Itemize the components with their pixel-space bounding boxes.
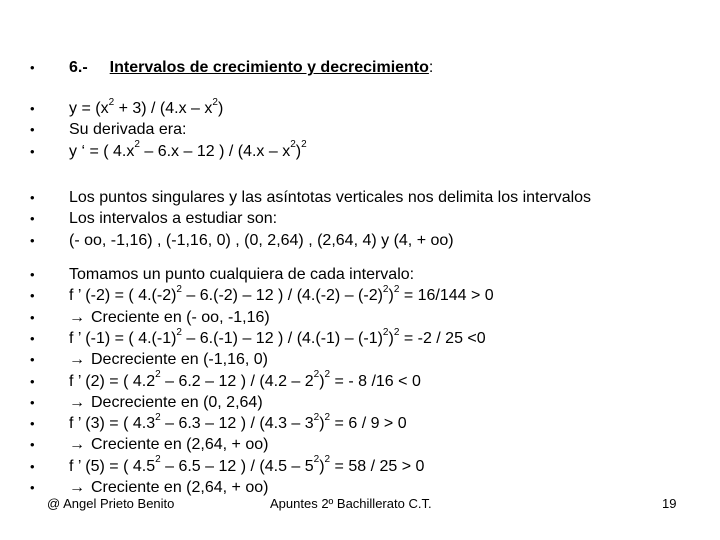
footer-author: @ Angel Prieto Benito — [47, 496, 175, 511]
bullet: • — [30, 143, 35, 159]
line-text: (- oo, -1,16) , (-1,16, 0) , (0, 2,64) , (2,64, 4) y (4, + oo) — [69, 231, 454, 249]
arrow-right-icon: → — [69, 308, 85, 326]
line-text: → Creciente en (- oo, -1,16) — [69, 308, 270, 326]
bullet: • — [30, 416, 35, 432]
superscript: 2 — [301, 139, 307, 151]
bullet: • — [30, 480, 35, 495]
line-text: → Decreciente en (0, 2,64) — [69, 393, 263, 411]
bullet: • — [30, 267, 35, 282]
bullet: • — [30, 330, 35, 346]
superscript: 2 — [134, 139, 140, 151]
superscript: 2 — [382, 283, 389, 295]
superscript: 2 — [108, 96, 115, 108]
title-number: 6.- — [69, 59, 88, 76]
line-text: $y = (x^2 + 3) / (4.x - x^2)$ — [69, 96, 224, 117]
superscript: 2 — [155, 454, 161, 466]
bullet: • — [30, 101, 35, 116]
line-text: f ’ (-1) = ( $4.(-1)^2 - 6.(-1) - 12$ ) / $(4.(-1) - (-1)^2)^2 = -2 / 25 <0$ — [69, 326, 486, 347]
superscript: 2 — [324, 411, 331, 423]
superscript: 2 — [324, 369, 331, 381]
bullet: • — [30, 458, 35, 474]
title-text: Intervalos de crecimiento y decrecimiento — [109, 59, 429, 76]
arrow-right-icon: → — [69, 479, 85, 496]
line-text: f ’ (3) = ( $4.3^2 - 6.3 - 12$ ) / $(4.3 - 3^2)^2 = 6 / 9 > 0$ — [69, 411, 407, 433]
bullet: • — [30, 211, 35, 227]
superscript: 2 — [155, 411, 161, 423]
bullet: • — [30, 190, 35, 205]
superscript: 2 — [393, 283, 400, 295]
superscript: 2 — [290, 139, 296, 151]
bullet: • — [30, 309, 35, 325]
bullet: • — [30, 122, 35, 138]
page-number: 19 — [662, 496, 677, 511]
bullet: • — [30, 352, 35, 368]
line-text: f ’ (-2) = ( $4.(-2)^2 - 6.(-2) - 12$ ) / $(4.(-2) - (-2)^2)^2 = 16/144 > 0$ — [69, 283, 494, 305]
line-text: Los intervalos a estudiar son: — [69, 210, 278, 228]
line-text: Tomamos un punto cualquiera de cada intervalo: — [69, 266, 415, 283]
superscript: 2 — [324, 454, 331, 466]
slide-title — [69, 57, 433, 78]
line-text: → Decreciente en (-1,16, 0) — [69, 351, 268, 369]
bullet: • — [30, 60, 35, 75]
superscript: 2 — [382, 326, 389, 338]
title-suffix: : — [428, 59, 434, 76]
superscript: 2 — [393, 326, 400, 338]
superscript: 2 — [155, 369, 161, 381]
line-text: f ’ (2) = ( $4.2^2 - 6.2 - 12$ ) / $(4.2 - 2^2)^2$ = - 8 /16 < 0 — [69, 369, 421, 390]
line-text: Los puntos singulares y las asíntotas verticales nos delimita los intervalos — [69, 189, 592, 206]
arrow-right-icon: → — [69, 436, 85, 454]
bullet: • — [30, 232, 35, 248]
line-text: y ‘ = ( $4.x^2 - 6.x - 12$ ) / $(4.x - x^2)^2$ — [69, 139, 307, 160]
arrow-right-icon: → — [69, 351, 85, 369]
line-text: f ’ (5) = ( $4.5^2 - 6.5 - 12$ ) / $(4.5 - 5^2)^2 = 58 / 25 > 0$ — [69, 454, 425, 475]
line-text: → Creciente en (2,64, + oo) — [69, 479, 269, 496]
bullet: • — [30, 288, 35, 304]
footer-course: Apuntes 2º Bachillerato C.T. — [270, 496, 432, 511]
bullet: • — [30, 394, 35, 410]
arrow-right-icon: → — [69, 393, 85, 411]
superscript: 2 — [313, 369, 320, 381]
line-text: → Creciente en (2,64, + oo) — [69, 436, 269, 454]
bullet: • — [30, 437, 35, 453]
bullet: • — [30, 373, 35, 389]
superscript: 2 — [176, 283, 182, 295]
superscript: 2 — [176, 326, 182, 338]
line-text: Su derivada era: — [69, 121, 187, 139]
superscript: 2 — [313, 411, 320, 423]
superscript: 2 — [313, 454, 320, 466]
superscript: 2 — [212, 96, 218, 108]
